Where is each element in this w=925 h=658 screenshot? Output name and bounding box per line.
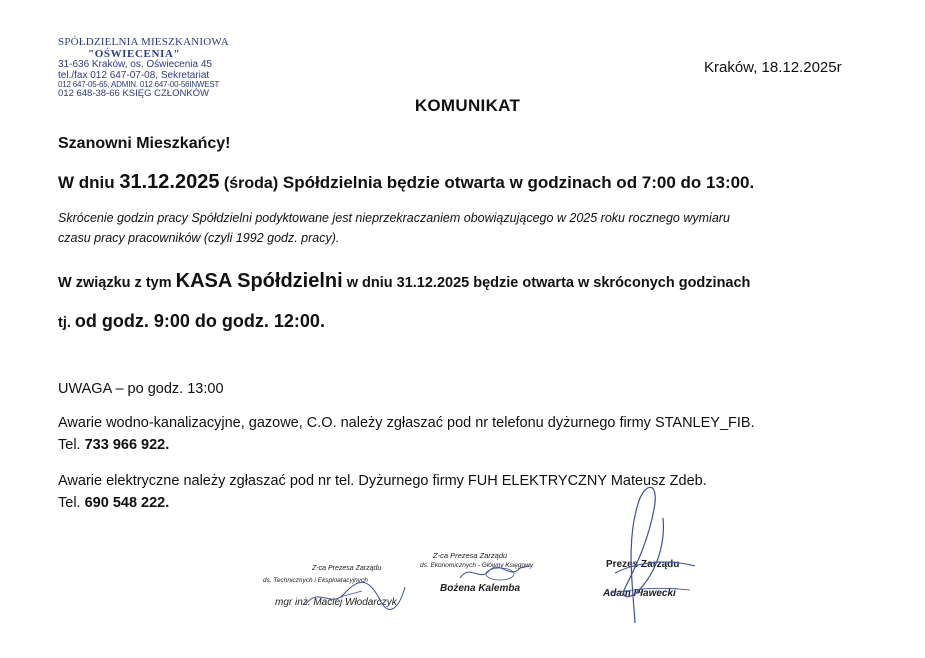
line1-rest: Spółdzielnia będzie otwarta w godzinach od 7:00 do 13:00. [278,173,755,192]
cashier-hours-line [58,311,325,332]
signature-1-subtitle: ds. Technicznych i Eksploatacyjnych [263,577,368,584]
note-line-1: Skrócenie godzin pracy Spółdzielni podyktowane jest nieprzekraczaniem obowiązującego w 2025 roku rocznego wymiaru [58,211,730,225]
stamp-line-6: 012 648-38-66 KSIĘG CZŁONKÓW [58,88,210,100]
note-line-2: czasu pracy pracowników (czyli 1992 godz. pracy). [58,231,340,245]
stamp-line-4: tel./fax 012 647-07-08, Sekretariat [58,69,210,81]
electric-phone [58,495,169,511]
electric-tel-number: 690 548 222. [84,495,170,511]
electric-failure-text: Awarie elektryczne należy zgłaszać pod nr tel. Dyżurnego firmy FUH ELEKTRYCZNY Mateusz Zdeb. [58,473,707,489]
signature-2-subtitle: ds. Ekonomicznych - Główny Księgowy [420,562,534,569]
water-failure-text: Awarie wodno-kanalizacyjne, gazowe, C.O. należy zgłaszać pod nr telefonu dyżurnego firmy STANLEY_FIB. [58,415,755,431]
water-phone [58,437,169,453]
stamp-line-1: SPÓŁDZIELNIA MIESZKANIOWA [58,36,229,48]
warning-heading: UWAGA – po godz. 13:00 [58,381,224,397]
line1-pre: W dniu [58,173,120,192]
page-title: KOMUNIKAT [414,96,521,115]
signature-3-name: Adam Pławecki [603,588,676,599]
signature-3-scribble [595,478,705,628]
signature-2-title: Z-ca Prezesa Zarządu [433,551,508,560]
stamp-line-5: 012 647-05-65, ADMIN. 012 647-00-56INWEST [58,80,220,90]
line2-pre: W związku z tym [58,275,176,291]
line2-kasa: KASA Spółdzielni [175,270,343,292]
water-tel-number: 733 966 922. [84,437,170,453]
opening-hours-line [58,171,754,194]
signature-1-name: mgr inż. Maciej Włodarczyk [275,597,397,608]
signature-2-scribble [455,558,535,588]
greeting: Szanowni Mieszkańcy! [58,135,231,152]
electric-tel-label: Tel. [58,495,85,511]
line3-hours: od godz. 9:00 do godz. 12:00. [74,311,325,331]
stamp-line-2: "OŚWIECENIA" [88,47,181,60]
signature-1-scribble [300,575,410,615]
line3-pre: tj. [58,315,75,331]
signature-3-title: Prezes Zarządu [606,559,680,570]
line2-rest: w dniu 31.12.2025 będzie otwarta w skróconych godzinach [342,275,751,291]
stamp-line-3: 31-636 Kraków, os. Oświecenia 45 [58,59,212,71]
line1-date: 31.12.2025 [119,171,220,193]
line1-weekday: (środa) [219,175,279,192]
signature-1-title: Z-ca Prezesa Zarządu [312,565,382,572]
water-tel-label: Tel. [58,437,85,453]
document-date: Kraków, 18.12.2025r [704,59,842,76]
cooperative-stamp [58,37,258,99]
cashier-line [58,270,750,293]
signature-2-name: Bożena Kalemba [440,583,521,594]
